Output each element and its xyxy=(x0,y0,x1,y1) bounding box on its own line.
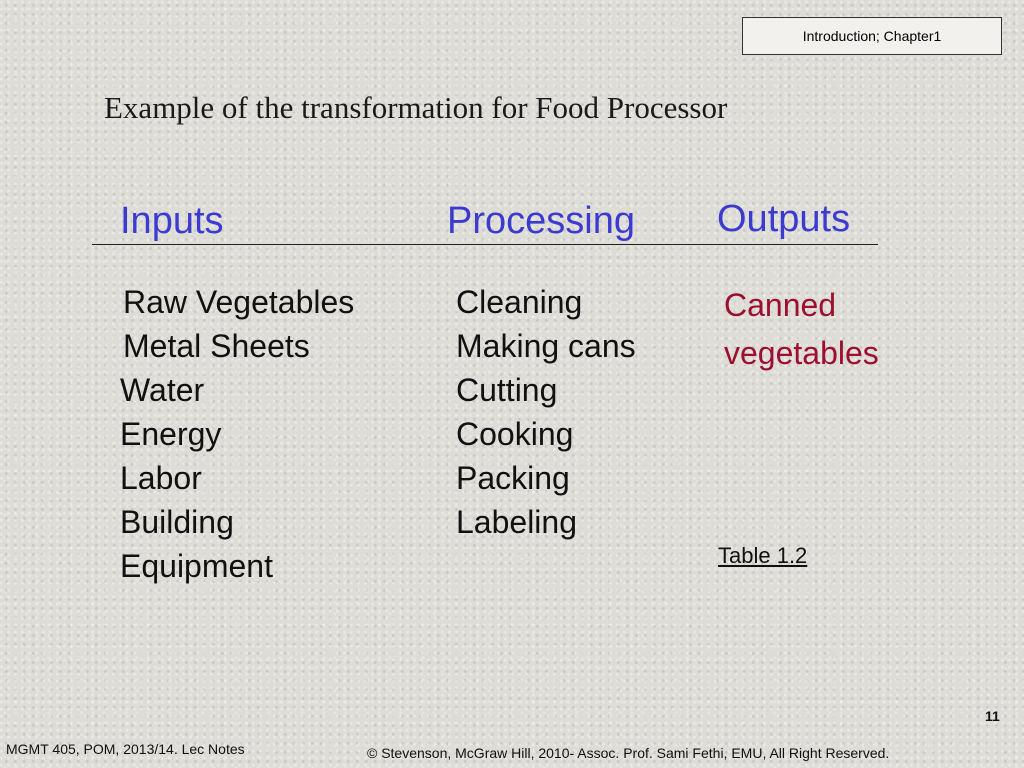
processing-item: Cleaning xyxy=(456,284,583,320)
processing-item: Packing xyxy=(456,460,570,496)
input-item: Labor xyxy=(120,460,202,496)
processing-heading: Processing xyxy=(447,200,635,242)
table-reference-link[interactable]: Table 1.2 xyxy=(718,543,808,568)
input-item: Energy xyxy=(120,416,222,452)
output-item: vegetables xyxy=(724,335,879,371)
input-item: Building xyxy=(120,504,234,540)
footer-course: MGMT 405, POM, 2013/14. Lec Notes xyxy=(6,741,245,757)
slide-title: Example of the transformation for Food Processor xyxy=(104,90,728,125)
processing-item: Making cans xyxy=(456,328,636,364)
page-number: 11 xyxy=(985,708,1000,724)
input-item: Water xyxy=(120,372,205,408)
chapter-tag xyxy=(742,17,1002,55)
input-item: Metal Sheets xyxy=(123,328,310,364)
input-item: Equipment xyxy=(120,548,273,584)
input-item: Raw Vegetables xyxy=(123,284,355,320)
inputs-list xyxy=(120,280,354,588)
processing-list xyxy=(456,280,636,544)
header-divider xyxy=(92,244,878,245)
processing-item: Cutting xyxy=(456,372,558,408)
footer-copyright: © Stevenson, McGraw Hill, 2010- Assoc. Prof. Sami Fethi, EMU, All Right Reserved. xyxy=(367,745,890,761)
processing-item: Cooking xyxy=(456,416,574,452)
chapter-tag-label: Introduction; Chapter1 xyxy=(802,28,942,44)
inputs-heading: Inputs xyxy=(120,200,224,242)
outputs-list xyxy=(724,281,879,377)
processing-item: Labeling xyxy=(456,504,577,540)
outputs-heading: Outputs xyxy=(717,198,851,240)
output-item: Canned xyxy=(724,287,837,323)
